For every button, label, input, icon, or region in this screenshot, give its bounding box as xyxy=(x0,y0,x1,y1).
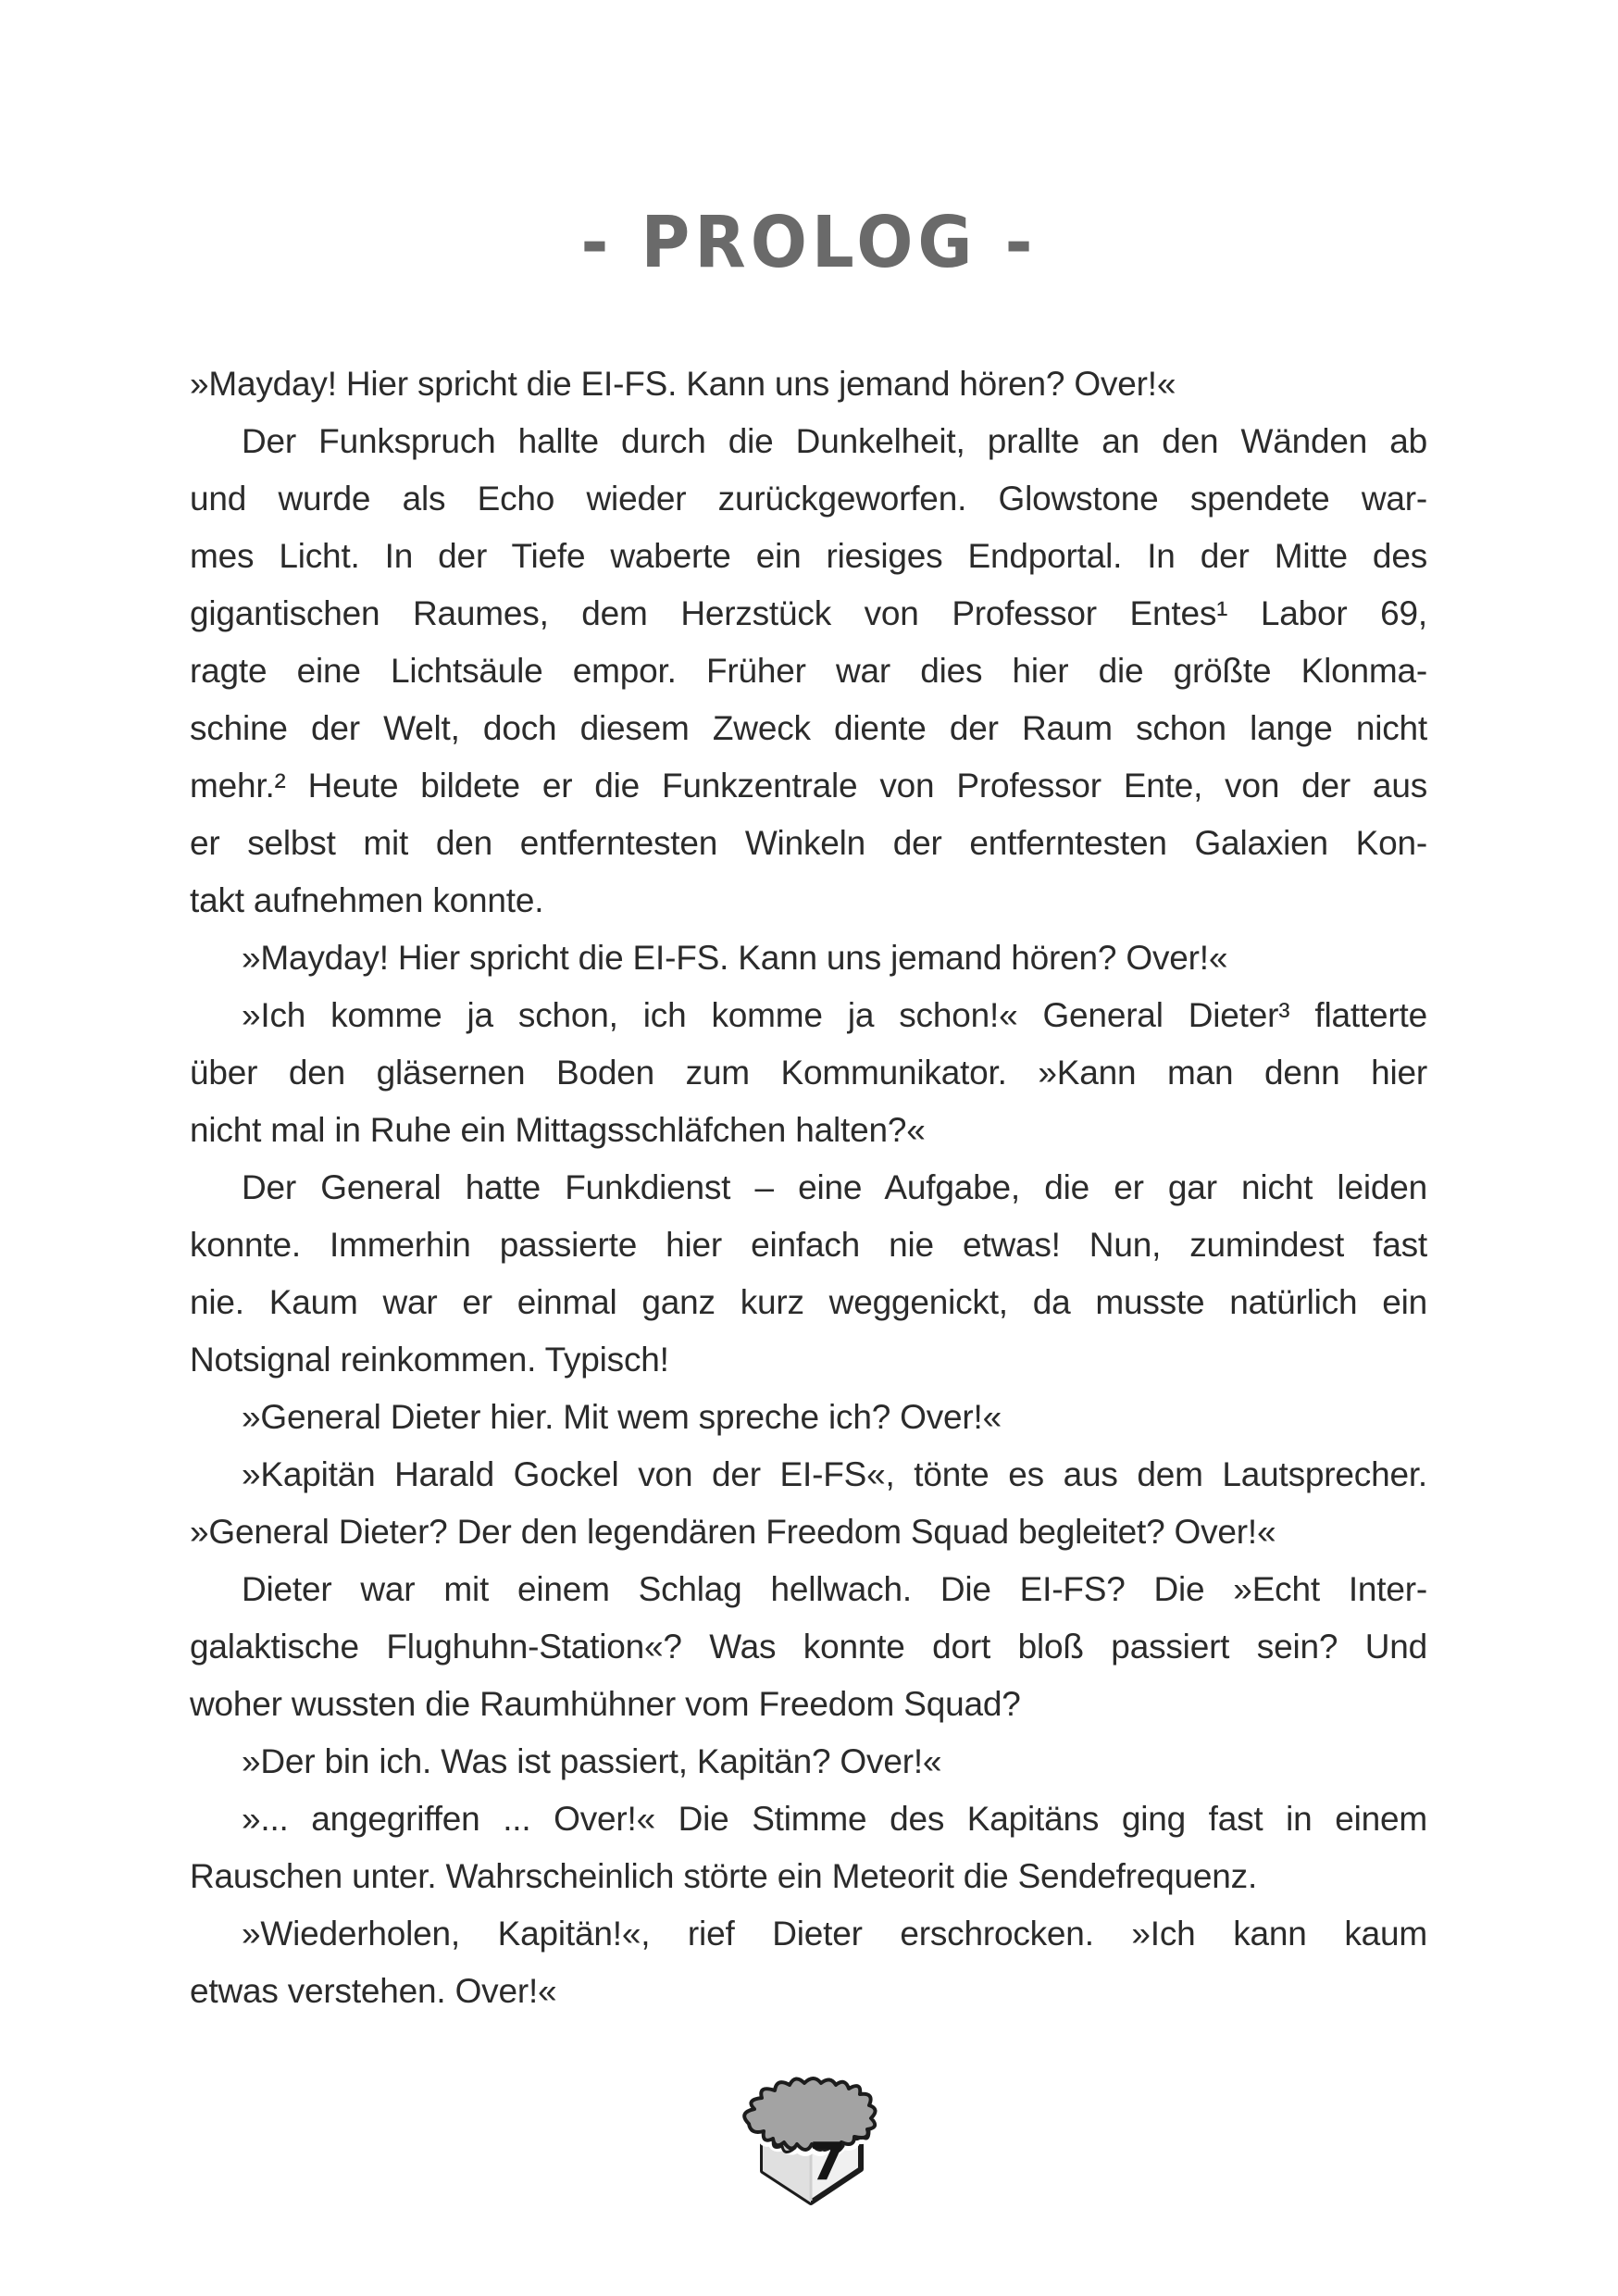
text-line: »Wiederholen, Kapitän!«, rief Dieter erschrocken. »Ich kann kaum xyxy=(242,1915,1427,1953)
text-line: »Mayday! Hier spricht die EI-FS. Kann uns jemand hören? Over!« xyxy=(190,365,1176,403)
text-line: konnte. Immerhin passierte hier einfach nie etwas! Nun, zumindest fast xyxy=(190,1226,1427,1264)
text-line: »General Dieter? Der den legendären Freedom Squad begleitet? Over!« xyxy=(190,1513,1276,1551)
text-line: »Ich komme ja schon, ich komme ja schon!« General Dieter³ flatterte xyxy=(242,996,1427,1034)
text-line: Der Funkspruch hallte durch die Dunkelheit, prallte an den Wänden ab xyxy=(242,422,1427,460)
body-text xyxy=(190,356,1427,2020)
text-line: nie. Kaum war er einmal ganz kurz weggenickt, da musste natürlich ein xyxy=(190,1283,1427,1321)
text-line: mes Licht. In der Tiefe waberte ein riesiges Endportal. In der Mitte des xyxy=(190,537,1427,575)
text-line: mehr.² Heute bildete er die Funkzentrale von Professor Ente, von der aus xyxy=(190,767,1427,805)
text-line: über den gläsernen Boden zum Kommunikator. »Kann man denn hier xyxy=(190,1054,1427,1092)
text-line: »Kapitän Harald Gockel von der EI-FS«, tönte es aus dem Lautsprecher. xyxy=(242,1455,1427,1493)
text-line: er selbst mit den entferntesten Winkeln der entferntesten Galaxien Kon- xyxy=(190,824,1427,862)
page-number: 7 xyxy=(809,2132,846,2192)
text-line: gigantischen Raumes, dem Herzstück von Professor Entes¹ Labor 69, xyxy=(190,594,1427,632)
grass-block-icon xyxy=(732,2072,886,2216)
text-line: »... angegriffen ... Over!« Die Stimme des Kapitäns ging fast in einem xyxy=(242,1800,1427,1838)
text-line: ragte eine Lichtsäule empor. Früher war dies hier die größte Klonma- xyxy=(190,652,1427,690)
text-line: »Der bin ich. Was ist passiert, Kapitän? Over!« xyxy=(242,1742,942,1780)
text-line: Rauschen unter. Wahrscheinlich störte ein Meteorit die Sendefrequenz. xyxy=(190,1857,1258,1895)
text-line: »General Dieter hier. Mit wem spreche ich? Over!« xyxy=(242,1398,1002,1436)
text-line: und wurde als Echo wieder zurückgeworfen. Glowstone spendete war- xyxy=(190,480,1427,518)
text-line: woher wussten die Raumhühner vom Freedom Squad? xyxy=(190,1685,1021,1723)
text-line: Notsignal reinkommen. Typisch! xyxy=(190,1341,669,1379)
text-line: »Mayday! Hier spricht die EI-FS. Kann uns jemand hören? Over!« xyxy=(242,939,1228,977)
text-line: Dieter war mit einem Schlag hellwach. Die EI-FS? Die »Echt Inter- xyxy=(242,1570,1427,1608)
text-line: schine der Welt, doch diesem Zweck diente der Raum schon lange nicht xyxy=(190,709,1427,747)
text-line: nicht mal in Ruhe ein Mittagsschläfchen halten?« xyxy=(190,1111,926,1149)
text-line: etwas verstehen. Over!« xyxy=(190,1972,557,2010)
text-line: galaktische Flughuhn-Station«? Was konnte dort bloß passiert sein? Und xyxy=(190,1628,1427,1666)
text-line: takt aufnehmen konnte. xyxy=(190,881,544,919)
page-footer xyxy=(732,2072,886,2216)
chapter-title: - PROLOG - xyxy=(580,201,1038,284)
text-line: Der General hatte Funkdienst – eine Aufgabe, die er gar nicht leiden xyxy=(242,1168,1427,1206)
